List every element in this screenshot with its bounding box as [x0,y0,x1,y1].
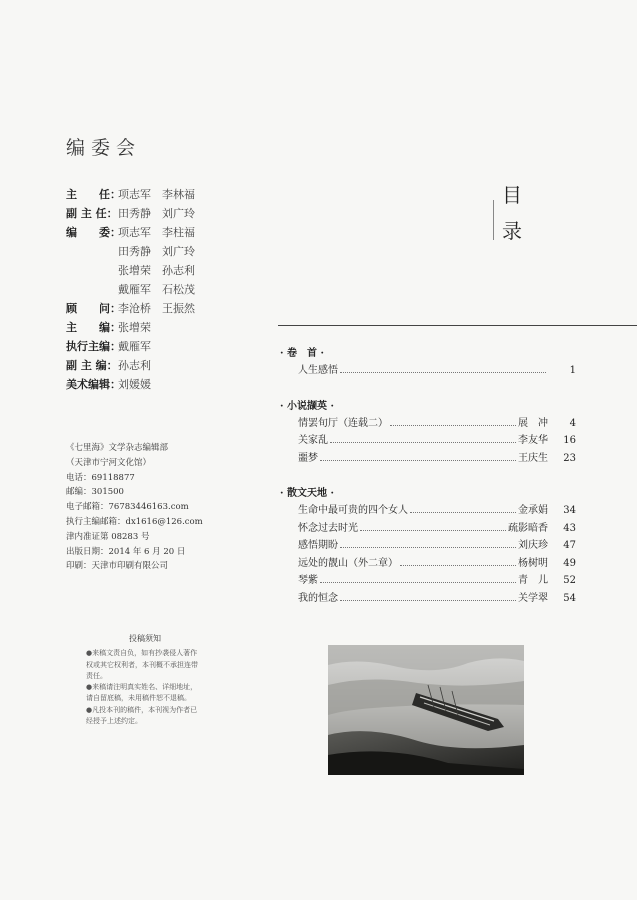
toc-entry-page: 1 [569,365,576,376]
staff-role: 执行主编： [66,340,121,353]
staff-role: 副 主 任： [66,207,118,220]
toc-leader-dots [340,361,546,373]
info-line: 津内准证第 08283 号 [66,531,150,542]
toc-entry-page: 23 [563,452,576,464]
board-title: 编委会 [66,137,142,159]
info-line: 执行主编邮箱：dx1616@126.com [66,516,203,527]
staff-row [66,185,195,204]
staff-names: 戴雁军 [118,340,151,353]
toc-entry[interactable] [280,571,576,589]
staff-row [66,375,195,394]
table-of-contents [280,346,576,606]
notice-title: 投稿须知 [129,634,161,643]
toc-entry-author: 杨树明 [518,557,548,569]
staff-row [66,318,195,337]
staff-names: 孙志利 [118,359,151,372]
toc-entry-title: 怀念过去时光 [298,522,358,534]
toc-entry-title: 关家乱 [298,435,328,446]
toc-entry[interactable] [280,414,576,432]
toc-entry-author: 青 儿 [518,575,548,586]
staff-row [66,299,195,318]
submission-notice [86,633,204,727]
toc-entry-title: 人生感悟 [298,365,338,376]
toc-entry-page: 49 [563,557,576,569]
staff-row [66,337,195,356]
staff-names: 李沧桥 王振然 [118,302,195,315]
staff-names: 张增荣 [118,321,151,334]
info-line: 印刷：天津市印刷有限公司 [66,561,169,572]
toc-entry[interactable] [280,519,576,537]
toc-entry[interactable] [280,589,576,607]
info-line: 邮编：301500 [66,487,124,498]
staff-role: 主 任： [66,188,121,201]
staff-role: 主 编： [66,321,121,334]
staff-names: 刘媛媛 [118,378,151,391]
info-line: 电子邮箱：76783446163.com [66,502,189,513]
toc-section-title: · 卷 首 · [280,348,324,359]
toc-leader-dots [400,554,516,566]
notice-paragraph: ●来稿文责自负，如有抄袭侵人著作权或其它权利者，本刊概不承担连带责任。 [86,649,198,680]
toc-leader-dots [360,519,506,531]
toc-entry-title: 情罢旬厅（连载二） [298,417,388,429]
toc-entry-author: 李友华 [518,435,548,446]
toc-entry-author: 关学翠 [518,592,548,604]
toc-entry-author: 王庆生 [518,452,548,464]
staff-role: 美术编辑： [66,378,121,391]
toc-entry-page: 34 [563,505,576,516]
staff-role: 编 委： [66,226,121,239]
toc-leader-dots [320,571,516,583]
staff-role: 顾 问： [66,302,121,315]
toc-entry[interactable] [280,501,576,519]
staff-names: 张增荣 孙志利 [118,264,195,277]
toc-section-title: · 散文天地 · [280,488,334,499]
staff-row [66,223,195,242]
toc-leader-dots [340,589,516,601]
staff-role [66,261,118,280]
toc-entry-page: 54 [563,592,576,604]
staff-names: 项志军 李柱福 [118,226,195,239]
toc-entry-title: 我的恒念 [298,592,338,604]
toc-leader-dots [330,431,516,443]
toc-leader-dots [340,536,516,548]
boat-photo [328,645,524,775]
toc-entry-page: 47 [563,540,576,551]
staff-row [66,261,195,280]
staff-row [66,204,195,223]
staff-names: 戴雁军 石松茂 [118,283,195,296]
staff-row [66,242,195,261]
toc-entry-page: 52 [563,575,576,586]
toc-entry-title: 琴紫 [298,575,318,586]
toc-entry[interactable] [280,536,576,554]
toc-entry-author: 金承娟 [518,505,548,516]
toc-entry[interactable] [280,431,576,449]
toc-heading: 目录 [502,183,522,243]
staff-names: 田秀静 刘广玲 [118,245,195,258]
staff-names: 项志军 李林福 [118,188,195,201]
toc-section-title: · 小说撷英 · [280,400,334,412]
toc-entry[interactable] [280,361,576,379]
toc-entry-title: 噩梦 [298,452,318,464]
staff-row [66,356,195,375]
info-line: 电话：69118877 [66,472,135,483]
toc-entry-page: 4 [569,417,576,429]
info-line: 出版日期：2014 年 6 月 20 日 [66,546,186,557]
editorial-staff-list [66,185,195,394]
toc-entry-title: 生命中最可贵的四个女人 [298,505,408,516]
toc-entry-author: 刘庆珍 [518,540,548,551]
staff-row [66,280,195,299]
info-line: 《七里海》文学杂志编辑部 [66,443,169,453]
toc-heading-bar [493,200,494,240]
toc-entry-title: 感悟期盼 [298,540,338,551]
toc-leader-dots [410,501,516,513]
staff-names: 田秀静 刘广玲 [118,207,195,220]
staff-role [66,280,118,299]
toc-divider [278,325,637,326]
info-line: （天津市宁河文化馆） [66,457,152,468]
notice-paragraph: ●凡投本刊的稿件，本刊视为作者已经授予上述约定。 [86,705,198,726]
toc-leader-dots [320,449,516,461]
toc-entry-page: 43 [563,522,576,534]
staff-role [66,242,118,261]
staff-role: 副 主 编： [66,359,118,372]
notice-paragraph: ●来稿请注明真实姓名、详细地址，请自留底稿，未用稿件恕不退稿。 [86,683,198,703]
toc-entry-page: 16 [563,435,576,446]
publication-info [66,441,203,574]
toc-entry[interactable] [280,449,576,467]
toc-leader-dots [390,414,516,426]
toc-entry-author: 展 冲 [518,417,548,429]
toc-entry-author: 疏影暗香 [508,522,548,534]
toc-entry[interactable] [280,554,576,572]
toc-entry-title: 远处的靓山（外二章） [298,557,398,569]
